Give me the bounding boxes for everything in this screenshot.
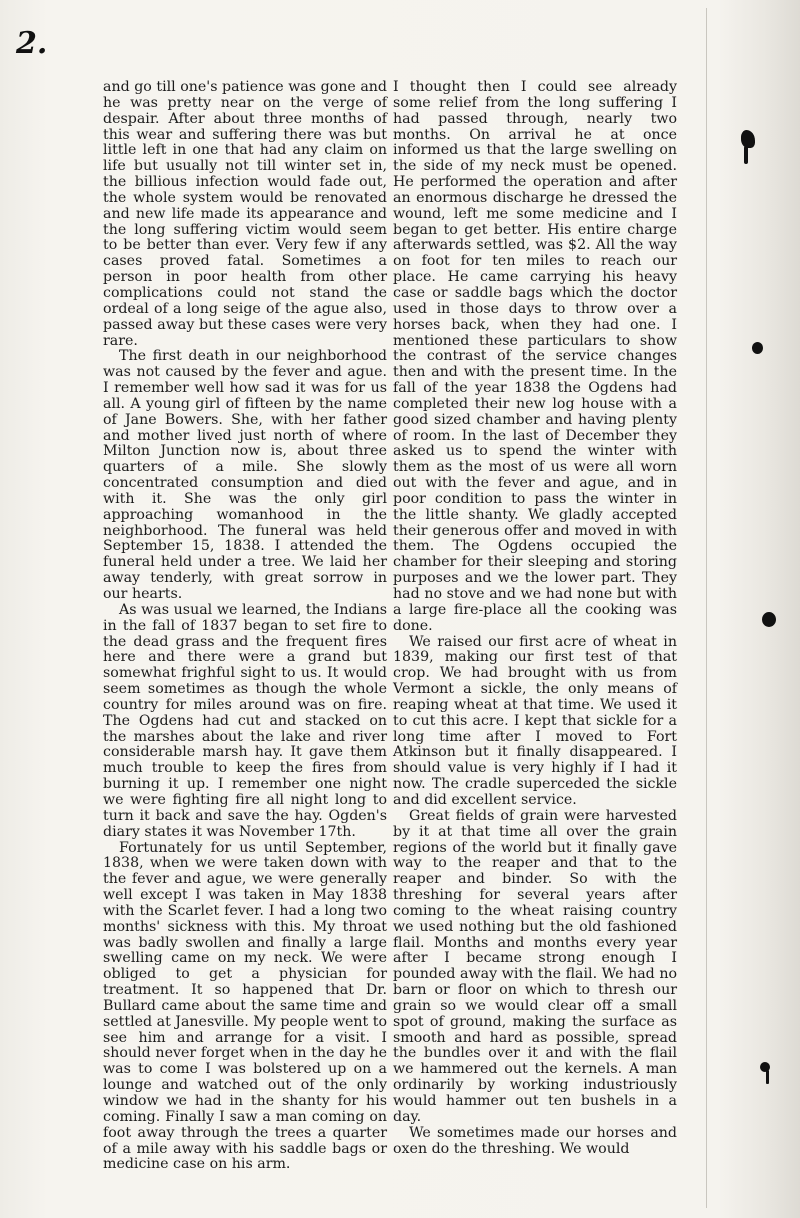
paragraph: We sometimes made our horses and oxen do the threshing. We would (393, 1124, 677, 1157)
paragraph: I thought then I could see already some relief from the long suffering I had passed through, nearly two months. On arrival he at once informed us that the large swelling on the side of my neck must be opened. He performed the operation and after an enormous discharge he dressed the wound, left me some medicine and I began to get better. His entire charge afterwards settled, was $2. All the way on foot for ten miles to reach our place. He came carrying his heavy case or saddle bags which the doctor used in those days to throw over a horses back, when they had one. I mentioned these particulars to show the contrast of the service changes then and with the present time. In the fall of the year 1838 the Ogdens had completed their new log house with a good sized chamber and having plenty of room. In the last of December they asked us to spend the winter with them as the most of us were all worn out with the fever and ague, and in poor condition to pass the winter in the little shanty. We gladly accepted their generous offer and moved in with them. The Ogdens occupied the chamber for their sleeping and storing purposes and we the lower part. They had no stove and we had none but with a large fire-place all the cooking was done. (393, 79, 677, 634)
page-edge-shadow (714, 0, 800, 1218)
margin-mark (744, 146, 748, 164)
page-fold-line (706, 8, 707, 1208)
left-column (103, 80, 387, 1173)
paragraph: We raised our first acre of wheat in 1839, making our first test of that crop. We had brought with us from Vermont a sickle, the only means of reaping wheat at that time. We used it to cut this acre. I kept that sickle for a long time after I moved to Fort Atkinson but it finally disappeared. I should value is very highly if I had it now. The cradle superceded the sickle and did excellent service. (393, 633, 677, 808)
binder-hole (762, 612, 776, 627)
margin-mark (741, 130, 755, 148)
right-column (393, 80, 677, 1157)
paragraph: The first death in our neighborhood was not caused by the fever and ague. I remember well how sad it was for us all. A young girl of fifteen by the name of Jane Bowers. She, with her father and mother lived just north of where Milton Junction now is, about three quarters of a mile. She slowly concentrated consumption and died with it. She was the only girl approaching womanhood in the neighborhood. The funeral was held September 15, 1838. I attended the funeral held under a tree. We laid her away tenderly, with great sorrow in our hearts. (103, 348, 387, 602)
page-number: 2. (16, 26, 48, 61)
binder-hole (752, 342, 763, 354)
paragraph: As was usual we learned, the Indians in the fall of 1837 began to set fire to the dead grass and the frequent fires here and there were a grand but somewhat frighful sight to us. It would seem sometimes as though the whole country for miles around was on fire. The Ogdens had cut and stacked on the marshes about the lake and river considerable marsh hay. It gave them much trouble to keep the fires from burning it up. I remember one night we were fighting fire all night long to turn it back and save the hay. Ogden's diary states it was November 17th. (103, 601, 387, 840)
margin-mark (766, 1070, 769, 1084)
paragraph: Fortunately for us until September, 1838, when we were taken down with the fever and ague, we were generally well except I was taken in May 1838 with the Scarlet fever. I had a long two months' sickness with this. My throat was badly swollen and finally a large swelling came on my neck. We were obliged to get a physician for treatment. It so happened that Dr. Bullard came about the same time and settled at Janesville. My people went to see him and arrange for a visit. I should never forget when in the day he was to come I was bolstered up on a lounge and watched out of the only window we had in the shanty for his coming. Finally I saw a man coming on foot away through the trees a quarter of a mile away with his saddle bags or medicine case on his arm. (103, 839, 388, 1173)
paragraph: Great fields of grain were harvested by it at that time all over the grain regions of the world but it finally gave way to the reaper and that to the reaper and binder. So with the threshing for several years after coming to the wheat raising country we used nothing but the old fashioned flail. Months and months every year after I became strong enough I pounded away with the flail. We had no barn or floor on which to thresh our grain so we would clear off a small spot of ground, making the surface as smooth and hard as possible, spread the bundles over it and with the flail we hammered out the kernels. A man ordinarily by working industriously would hammer out ten bushels in a day. (393, 807, 677, 1125)
paragraph: and go till one's patience was gone and he was pretty near on the verge of despair. After about three months of this wear and suffering there was but little left in one that had any claim on life but usually not till winter set in, the billious infection would fade out, the whole system would be renovated and new life made its appearance and the long suffering victim would seem to be better than ever. Very few if any cases proved fatal. Sometimes a person in poor health from other complications could not stand the ordeal of a long seige of the ague also, passed away but these cases were very rare. (103, 79, 387, 349)
